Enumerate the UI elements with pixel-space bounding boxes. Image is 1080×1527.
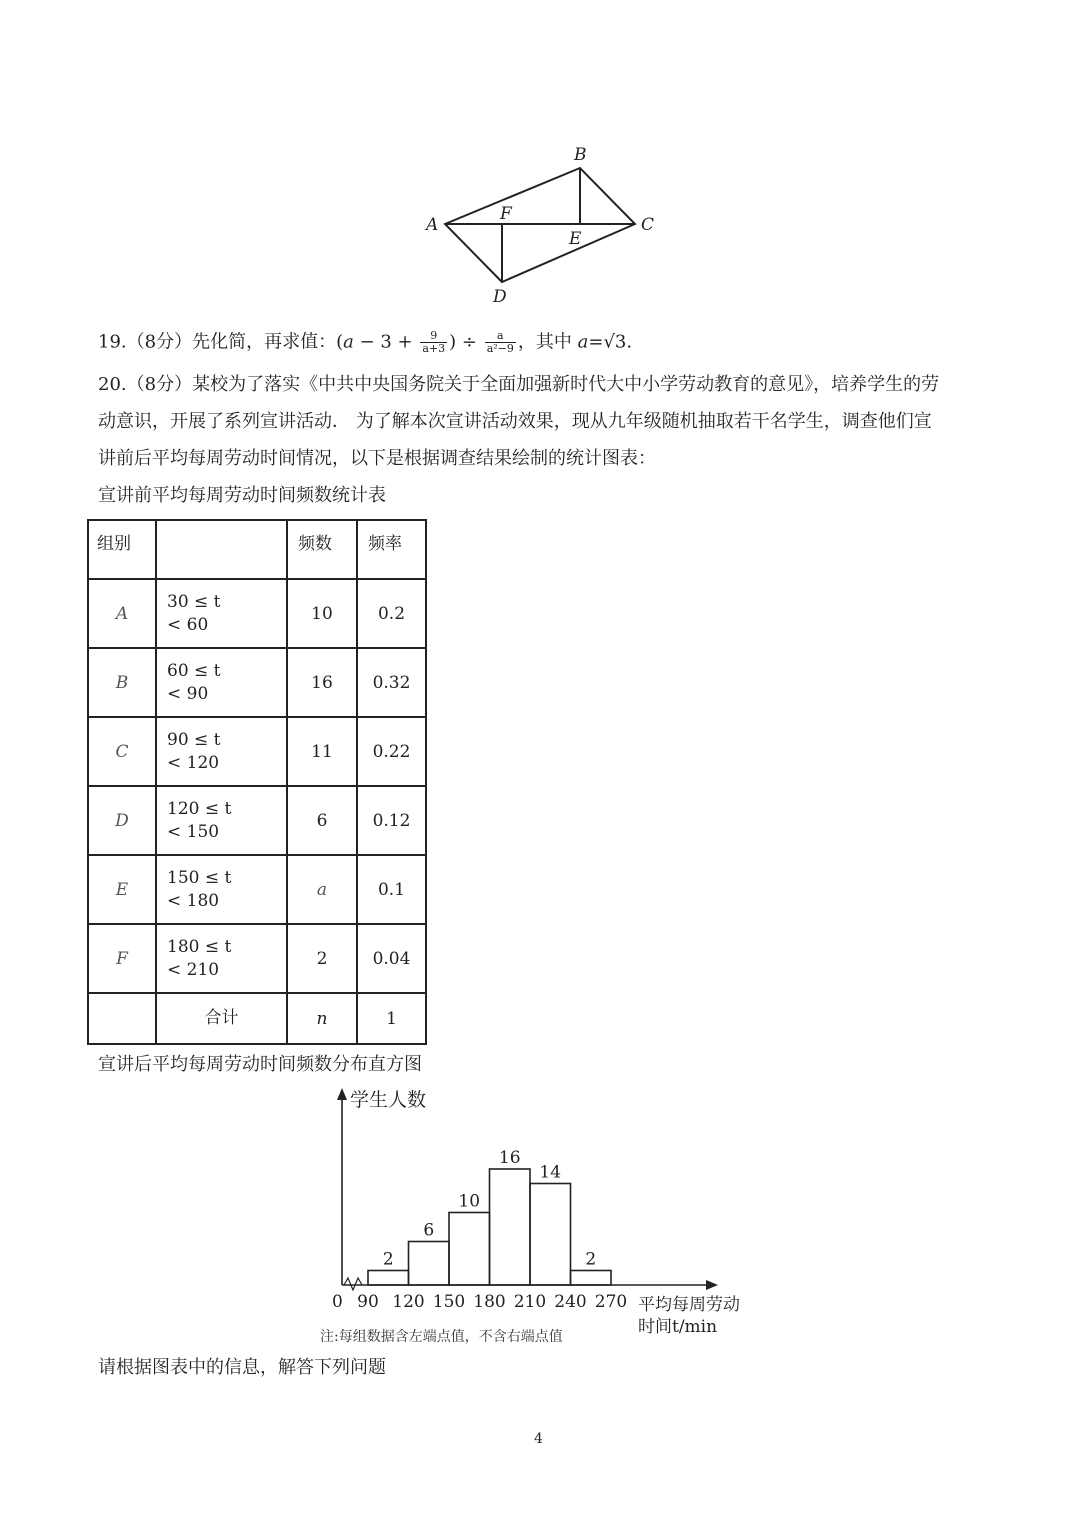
origin-label: 0 xyxy=(332,1292,343,1312)
closing-text: 请根据图表中的信息，解答下列问题 xyxy=(98,1357,386,1378)
table-row: C 90 ≤ t < 120 11 0.22 xyxy=(88,717,426,786)
bar-value-label: 2 xyxy=(382,1249,394,1270)
page-number: 4 xyxy=(534,1431,543,1447)
x-tick-label: 240 xyxy=(554,1292,587,1312)
x-axis-arrow xyxy=(706,1280,718,1290)
bar-value-label: 14 xyxy=(539,1162,562,1183)
x-tick-label: 270 xyxy=(594,1292,628,1312)
fraction-a-over-a2-minus-9: $\frac{a}{\text{a²−9}}$ xyxy=(486,329,514,356)
point-label-d: D xyxy=(493,287,507,307)
frequency-table xyxy=(87,519,427,1045)
table-row: F 180 ≤ t < 210 2 0.04 xyxy=(88,924,426,993)
bar-value-label: 10 xyxy=(458,1191,481,1212)
y-axis-arrow xyxy=(337,1088,347,1100)
x-tick-label: 90 xyxy=(357,1292,379,1312)
point-label-b: B xyxy=(574,145,587,165)
question-20-line-1: 20.（8分）某校为了落实《中共中央国务院关于全面加强新时代大中小学劳动教育的意见》，培养学生的劳 xyxy=(98,374,940,395)
histogram-bar-90-120 xyxy=(368,1271,409,1286)
table-row: A 30 ≤ t < 60 10 0.2 xyxy=(88,579,426,648)
point-label-c: C xyxy=(641,215,655,235)
x-tick-label: 120 xyxy=(392,1292,425,1312)
histogram-bar-240-270 xyxy=(571,1271,612,1286)
question-20-line-2: 动意识，开展了系列宣讲活动． 为了解本次宣讲活动效果，现从九年级随机抽取若干名学生，调查他们宣 xyxy=(98,411,932,432)
table-row: E 150 ≤ t < 180 a 0.1 xyxy=(88,855,426,924)
geometry-figure xyxy=(420,140,670,310)
histogram-chart xyxy=(320,1080,780,1350)
histogram-bar-150-180 xyxy=(449,1213,490,1286)
x-tick-label: 150 xyxy=(432,1292,466,1312)
chart-caption: 宣讲后平均每周劳动时间频数分布直方图 xyxy=(98,1054,422,1075)
header-frequency: 频率 xyxy=(357,520,426,579)
fraction-9-over-a-plus-3: $\frac{9}{a+3}$ xyxy=(422,329,446,356)
histogram-bar-180-210 xyxy=(490,1169,531,1285)
bar-value-label: 16 xyxy=(498,1148,521,1168)
table-row: B 60 ≤ t < 90 16 0.32 xyxy=(88,648,426,717)
x-axis-label-line-2: 时间t/min xyxy=(638,1317,718,1337)
bar-value-label: 6 xyxy=(423,1220,435,1241)
table-header-row xyxy=(88,520,426,579)
point-label-e: E xyxy=(569,229,582,249)
x-tick-label: 180 xyxy=(473,1292,506,1312)
table-row: D 120 ≤ t < 150 6 0.12 xyxy=(88,786,426,855)
x-axis-label-line-1: 平均每周劳动 xyxy=(638,1295,740,1315)
x-tick-label: 210 xyxy=(513,1292,547,1312)
axis-break-icon xyxy=(344,1278,362,1290)
header-group: 组别 xyxy=(88,520,156,579)
table-total-row: 合计 n 1 xyxy=(88,993,426,1044)
histogram-bar-120-150 xyxy=(409,1242,450,1286)
point-label-f: F xyxy=(500,204,512,224)
histogram-bar-210-240 xyxy=(530,1184,571,1286)
point-label-a: A xyxy=(426,215,439,235)
bar-value-label: 2 xyxy=(585,1249,597,1270)
question-19: 19.（8分）先化简，再求值：(a − 3 + $\frac{9}{a+3}$ ) ÷ $\frac{a}{\text{a²−9}}$ ，其中 a=√3. xyxy=(98,329,633,356)
chart-note: 注:每组数据含左端点值，不含右端点值 xyxy=(320,1329,563,1345)
header-count: 频数 xyxy=(287,520,357,579)
table-caption: 宣讲前平均每周劳动时间频数统计表 xyxy=(98,485,386,506)
y-axis-label: 学生人数 xyxy=(350,1089,427,1111)
header-range xyxy=(156,520,287,579)
question-20-line-3: 讲前后平均每周劳动时间情况，以下是根据调查结果绘制的统计图表： xyxy=(98,448,656,469)
